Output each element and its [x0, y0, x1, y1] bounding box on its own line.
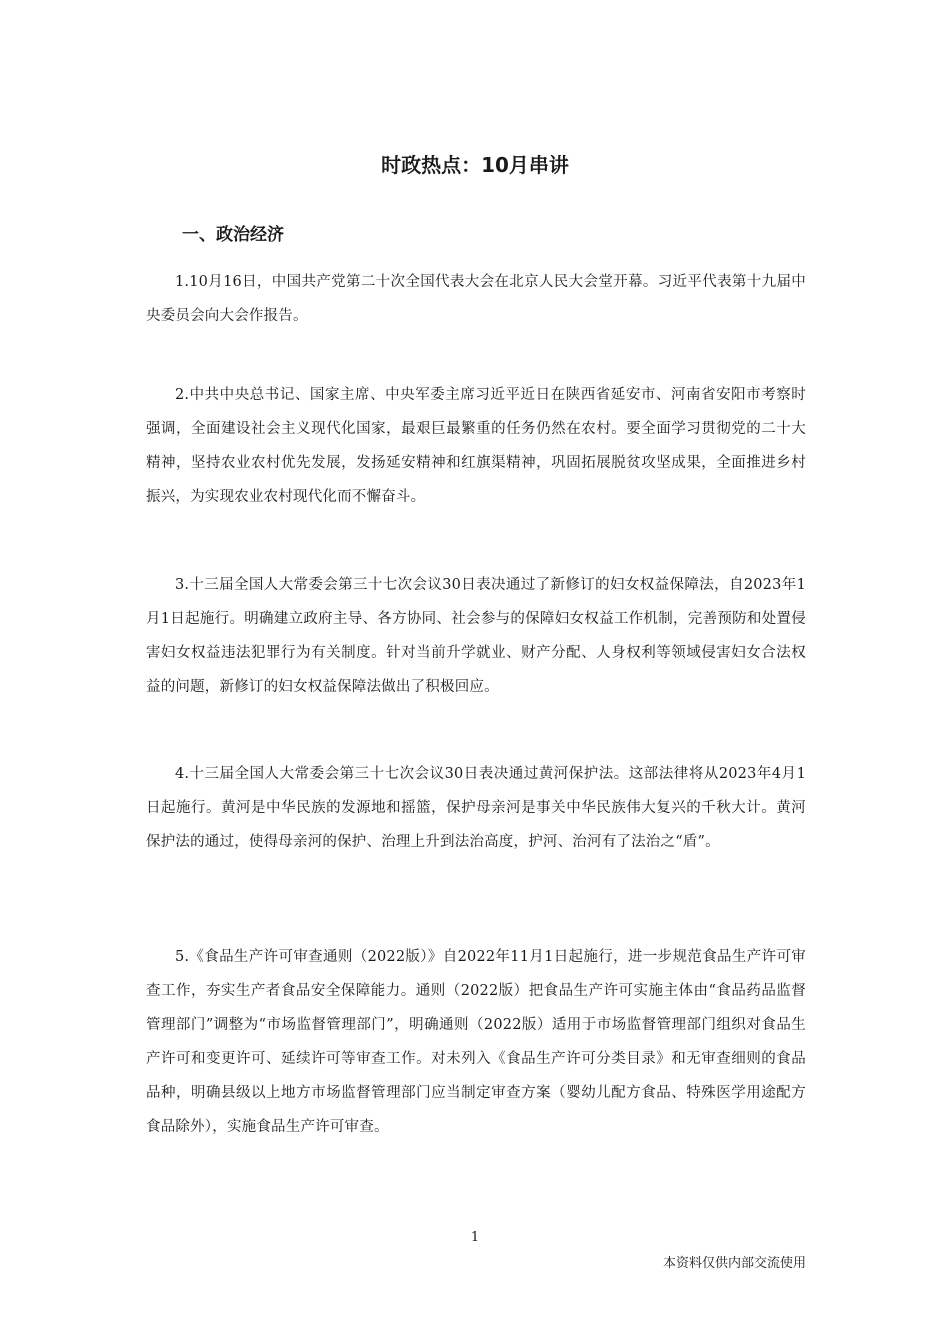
news-item-2: 2.中共中央总书记、国家主席、中央军委主席习近平近日在陕西省延安市、河南省安阳市考察时强调，全面建设社会主义现代化国家，最艰巨最繁重的任务仍然在农村。要全面学习贯彻党的二十大精神，坚持农业农村优先发展，发扬延安精神和红旗渠精神，巩固拓展脱贫攻坚成果，全面推进乡村振兴，为实现农业农村现代化而不懈奋斗。 — [146, 387, 806, 505]
footer-note: 本资料仅供内部交流使用 — [662, 1256, 806, 1271]
news-item-1: 1.10月16日，中国共产党第二十次全国代表大会在北京人民大会堂开幕。习近平代表第十九届中央委员会向大会作报告。 — [146, 274, 806, 324]
news-item-5: 5.《食品生产许可审查通则（2022版）》自2022年11月1日起施行，进一步规范食品生产许可审查工作，夯实生产者食品安全保障能力。通则（2022版）把食品生产许可实施主体由“食品药品监督管理部门”调整为“市场监督管理部门”，明确通则（2022版）适用于市场监督管理部门组织对食品生产许可和变更许可、延续许可等审查工作。对未列入《食品生产许可分类目录》和无审查细则的食品品种，明确县级以上地方市场监督管理部门应当制定审查方案（婴幼儿配方食品、特殊医学用途配方食品除外），实施食品生产许可审查。 — [146, 949, 806, 1135]
news-item-3: 3.十三届全国人大常委会第三十七次会议30日表决通过了新修订的妇女权益保障法，自2023年1月1日起施行。明确建立政府主导、各方协同、社会参与的保障妇女权益工作机制，完善预防和处置侵害妇女权益违法犯罪行为有关制度。针对当前升学就业、财产分配、人身权利等领域侵害妇女合法权益的问题，新修订的妇女权益保障法做出了积极回应。 — [146, 577, 806, 695]
page-title: 时政热点：10月串讲 — [381, 153, 569, 177]
news-item-4: 4.十三届全国人大常委会第三十七次会议30日表决通过黄河保护法。这部法律将从2023年4月1日起施行。黄河是中华民族的发源地和摇篮，保护母亲河是事关中华民族伟大复兴的千秋大计。黄河保护法的通过，使得母亲河的保护、治理上升到法治高度，护河、治河有了法治之“盾”。 — [146, 766, 806, 850]
page-number: 1 — [470, 1230, 480, 1245]
section-heading: 一、政治经济 — [182, 225, 284, 245]
